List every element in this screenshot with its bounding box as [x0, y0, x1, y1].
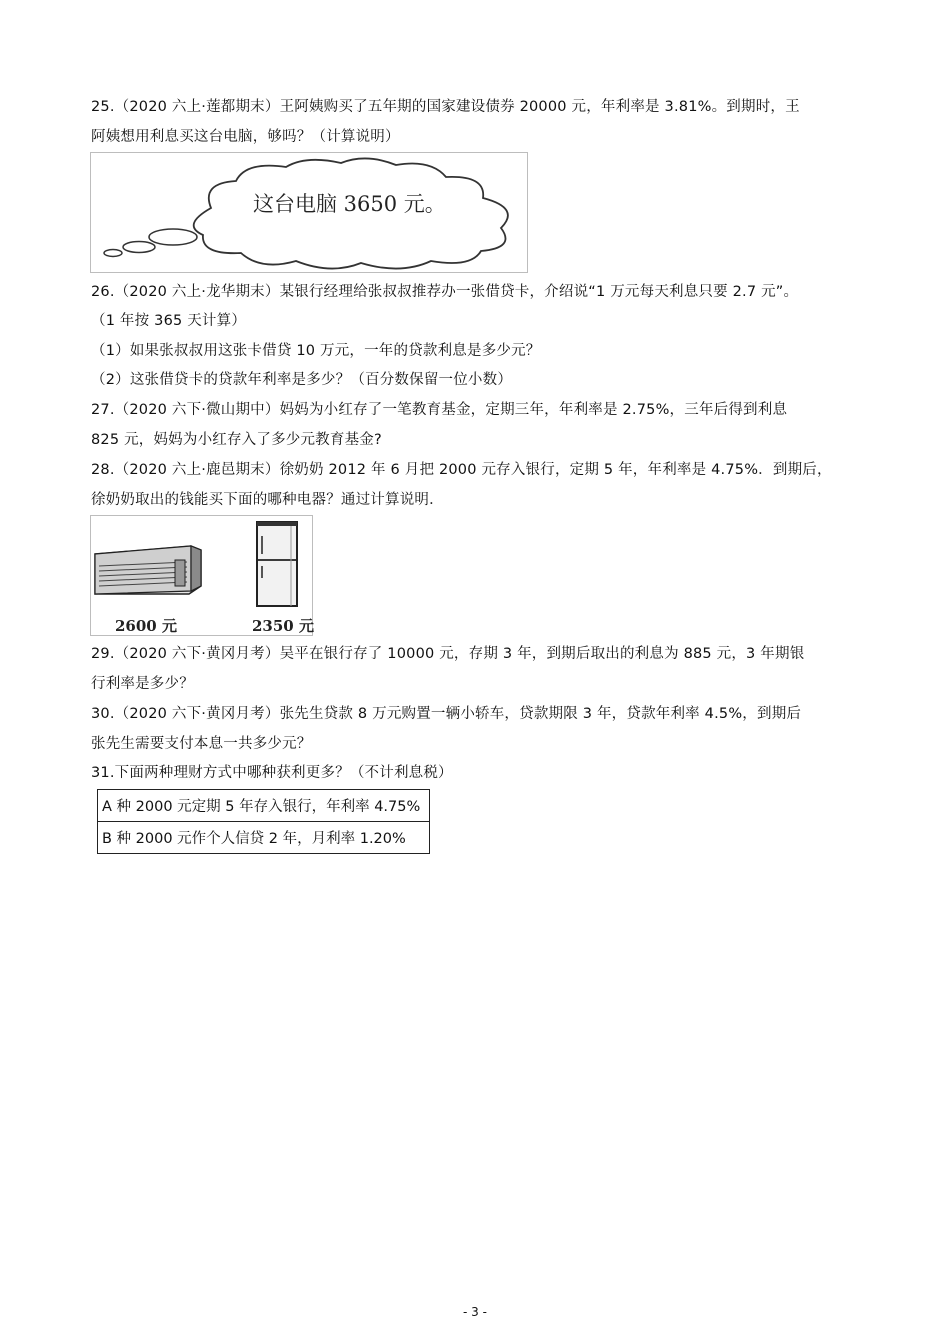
air-conditioner-icon	[95, 546, 201, 594]
refrigerator-icon	[257, 522, 297, 606]
air-conditioner-price: 2600 元	[115, 617, 177, 635]
q30-line-1: 30.（2020 六下·黄冈月考）张先生贷款 8 万元购置一辆小轿车，贷款期限 3 年，贷款年利率 4.5%，到期后	[91, 706, 802, 722]
q25-line-1: 25.（2020 六上·莲都期末）王阿姨购买了五年期的国家建设债券 20000 元，年利率是 3.81%。到期时，王	[91, 99, 800, 115]
q25-line-2: 阿姨想用利息买这台电脑，够吗？（计算说明）	[91, 129, 400, 145]
q26-line-1: 26.（2020 六上·龙华期末）某银行经理给张叔叔推荐办一张借贷卡，介绍说“1 万元每天利息只要 2.7 元”。	[91, 284, 799, 300]
refrigerator-price: 2350 元	[252, 617, 314, 635]
options-table	[97, 789, 430, 854]
q26-sub-1: （1）如果张叔叔用这张卡借贷 10 万元，一年的贷款利息是多少元？	[91, 343, 541, 359]
q30-line-2: 张先生需要支付本息一共多少元？	[91, 736, 312, 752]
q27-line-2: 825 元，妈妈为小红存入了多少元教育基金?	[91, 432, 382, 448]
option-b-cell: B 种 2000 元作个人信贷 2 年，月利率 1.20%	[98, 822, 430, 854]
q31-line-1: 31.下面两种理财方式中哪种获利更多？（不计利息税）	[91, 765, 453, 781]
q29-line-1: 29.（2020 六下·黄冈月考）吴平在银行存了 10000 元，存期 3 年，到期后取出的利息为 885 元，3 年期银	[91, 646, 805, 662]
option-a-cell: A 种 2000 元定期 5 年存入银行，年利率 4.75%	[98, 790, 430, 822]
q26-sub-2: （2）这张借贷卡的贷款年利率是多少？（百分数保留一位小数）	[91, 372, 513, 388]
cloud-price-text: 这台电脑 3650 元。	[253, 192, 446, 216]
q28-line-2: 徐奶奶取出的钱能买下面的哪种电器？通过计算说明．	[91, 492, 444, 508]
q26-line-2: （1 年按 365 天计算）	[91, 313, 247, 329]
table-row	[98, 822, 430, 854]
table-row	[98, 790, 430, 822]
page-number: - 3 -	[463, 1305, 487, 1319]
q28-line-1: 28.（2020 六上·鹿邑期末）徐奶奶 2012 年 6 月把 2000 元存入银行，定期 5 年，年利率是 4.75%．到期后，	[91, 462, 832, 478]
q29-line-2: 行利率是多少？	[91, 676, 194, 692]
q27-line-1: 27.（2020 六下·微山期中）妈妈为小红存了一笔教育基金，定期三年，年利率是 2.75%，三年后得到利息	[91, 402, 788, 418]
